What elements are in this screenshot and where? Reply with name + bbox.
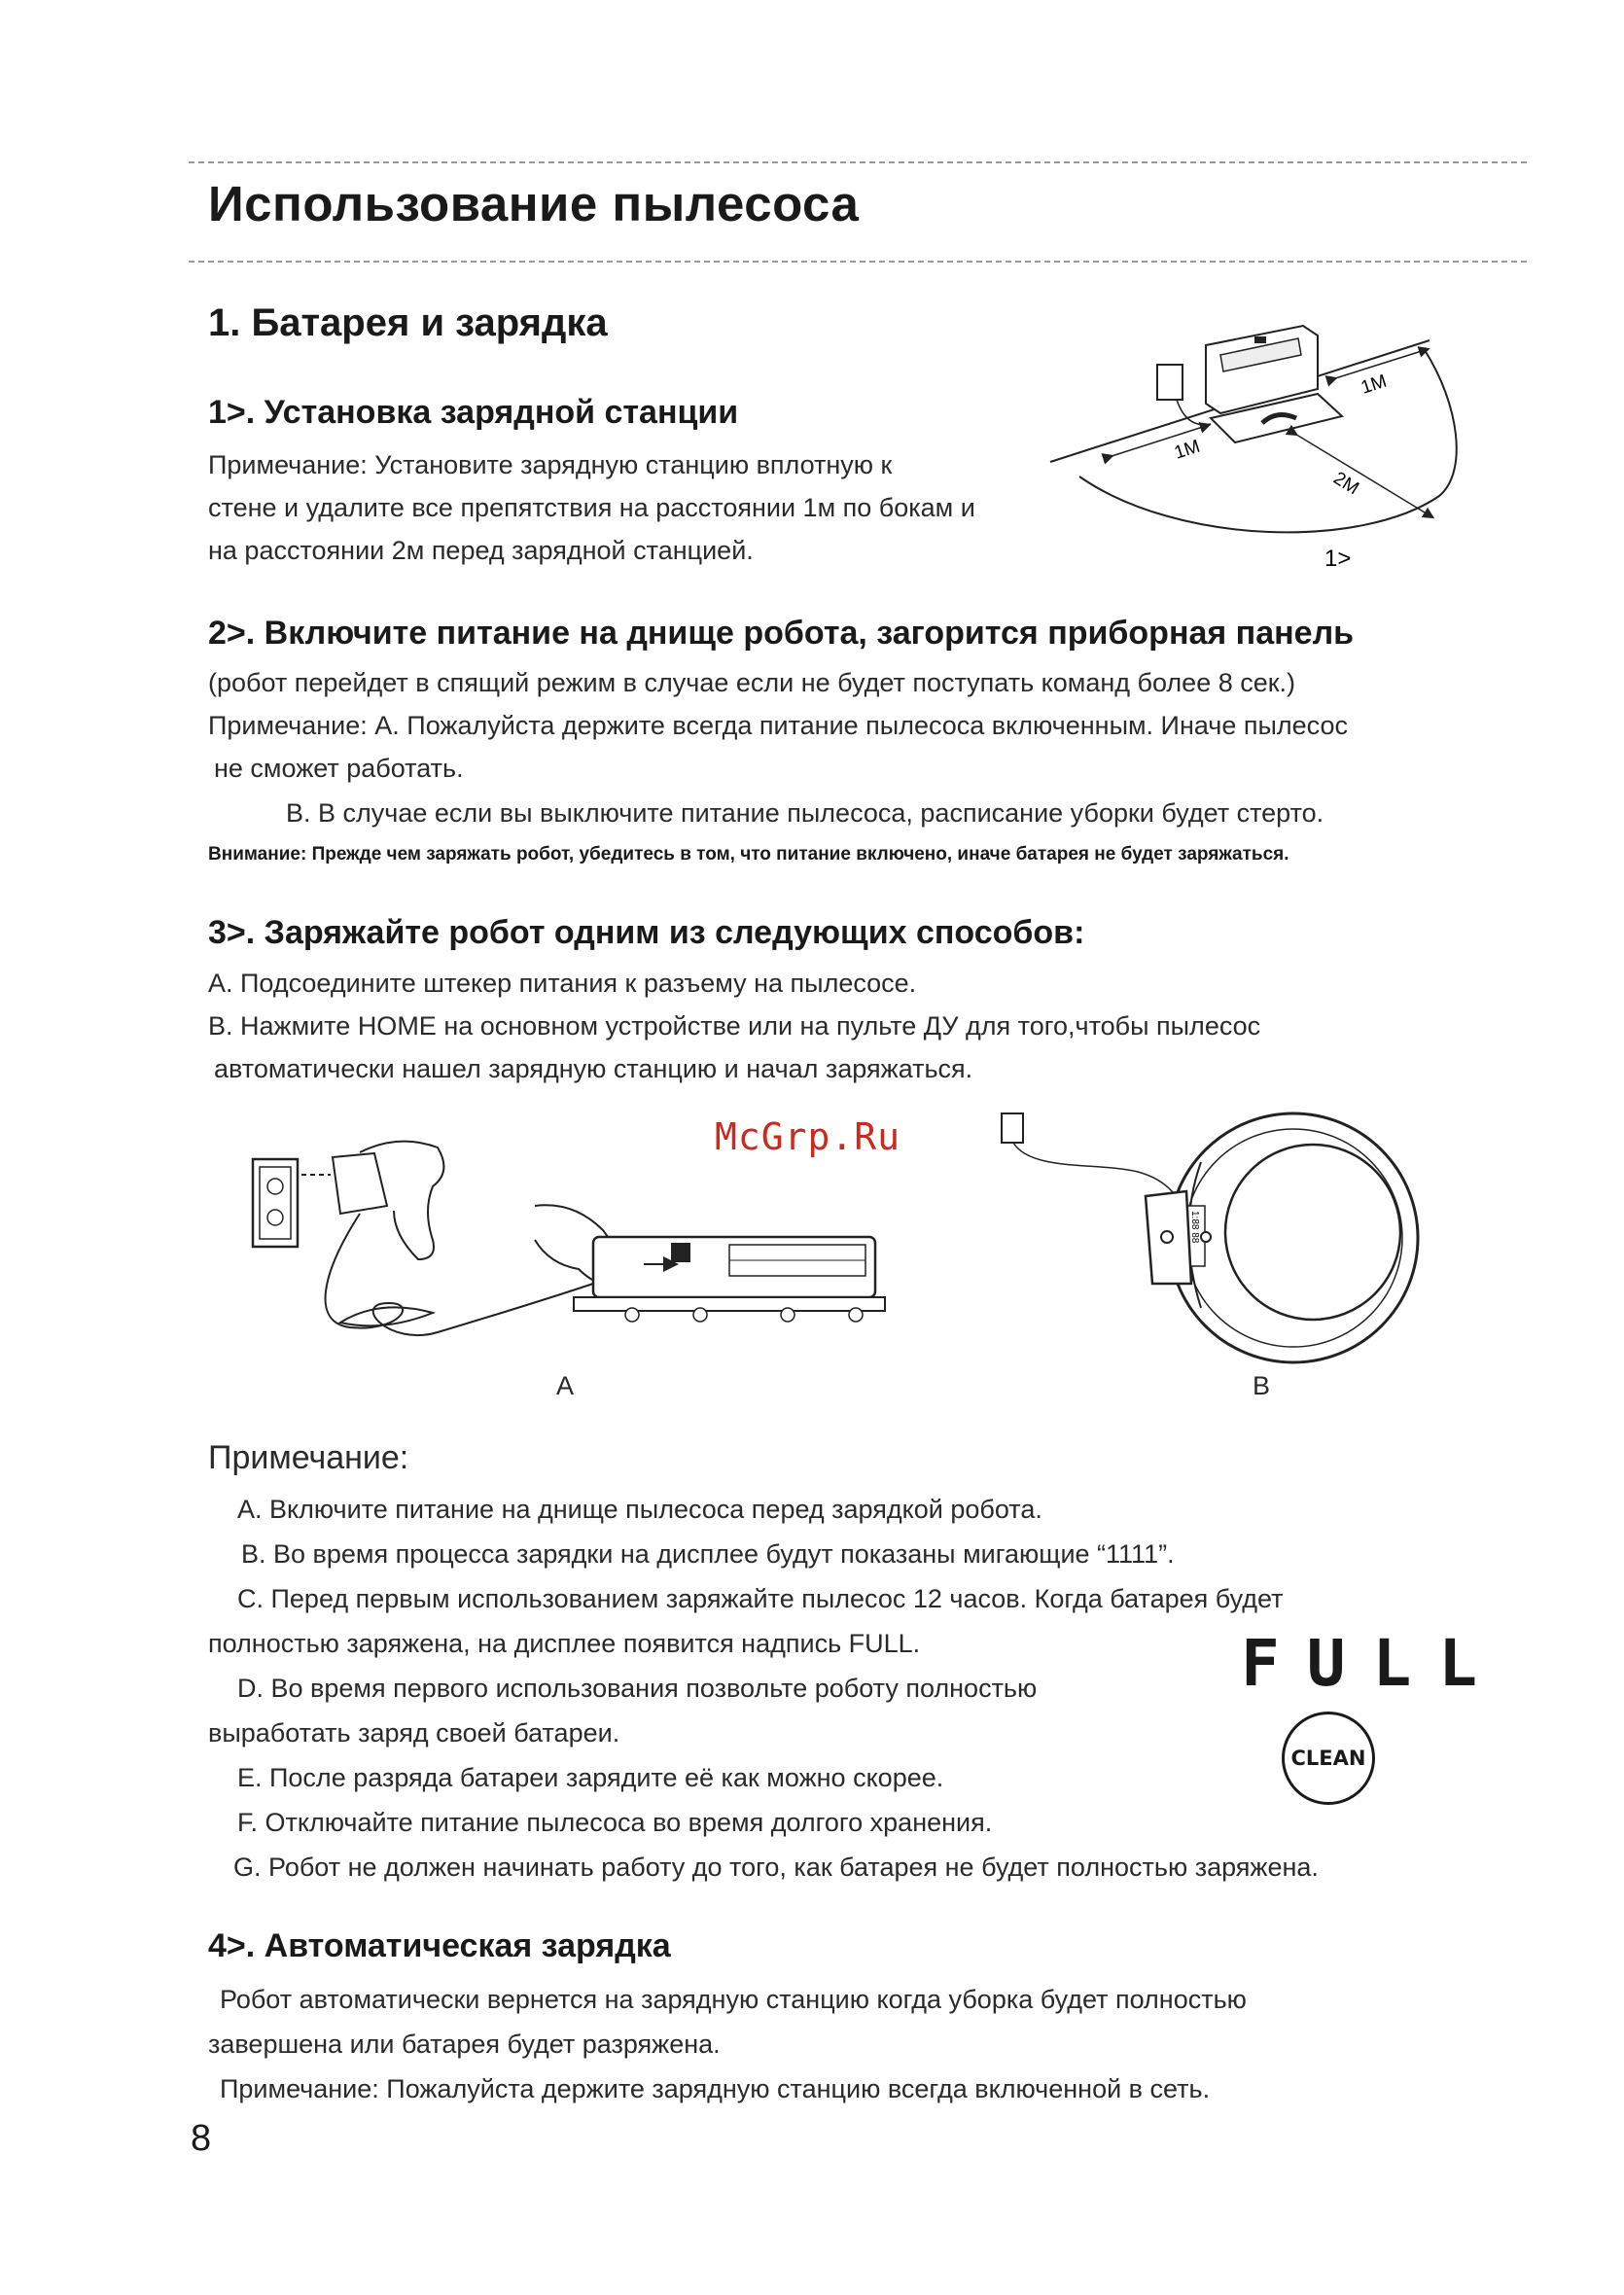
sub3-line: автоматически нашел зарядную станцию и начал заряжаться. bbox=[214, 1054, 973, 1083]
robot-inner-lid bbox=[1225, 1145, 1400, 1320]
adapter-b bbox=[1002, 1113, 1023, 1143]
label-right-1m: 1M bbox=[1359, 371, 1390, 399]
sub2-line: Примечание: A. Пожалуйста держите всегда питание пылесоса включенным. Иначе пылесос bbox=[208, 711, 1348, 740]
page-title: Использование пылесоса bbox=[208, 176, 860, 231]
sub2-line: (робот перейдет в спящий режим в случае если не будет поступать команд более 8 сек.) bbox=[208, 668, 1296, 697]
clean-button bbox=[1282, 1712, 1375, 1805]
note-item: E. После разряда батареи зарядите её как можно скорее. bbox=[237, 1763, 944, 1792]
adapter-in-hand bbox=[333, 1153, 387, 1214]
figure-b-robot-top bbox=[992, 1104, 1459, 1366]
label-left-1m: 1M bbox=[1172, 436, 1203, 464]
subsection-heading-3: 3>. Заряжайте робот одним из следующих способов: bbox=[208, 914, 1085, 951]
arrow-front-2m bbox=[1293, 433, 1430, 515]
sub4-line: Примечание: Пожалуйста держите зарядную станцию всегда включенной в сеть. bbox=[220, 2074, 1211, 2103]
socket-plate bbox=[260, 1167, 291, 1239]
sub1-line: на расстоянии 2м перед зарядной станцией. bbox=[208, 536, 754, 565]
power-cable bbox=[326, 1214, 593, 1335]
subsection-heading-4: 4>. Автоматическая зарядка bbox=[208, 1927, 671, 1964]
figure-caption-b: B bbox=[1253, 1371, 1271, 1400]
station-clearance-diagram bbox=[1041, 311, 1468, 583]
page-number: 8 bbox=[191, 2118, 212, 2159]
warning-text: Внимание: Прежде чем заряжать робот, убедитесь в том, что питание включено, иначе батарея не будет заряжаться. bbox=[208, 844, 1289, 865]
note-item: F. Отключайте питание пылесоса во время долгого хранения. bbox=[237, 1808, 993, 1837]
note-item: A. Включите питание на днище пылесоса перед зарядкой робота. bbox=[237, 1495, 1042, 1524]
robot-display-digits: 1:88 88 bbox=[1189, 1211, 1200, 1244]
sub4-line: Робот автоматически вернется на зарядную станцию когда уборка будет полностью bbox=[220, 1985, 1247, 2014]
title-rule bbox=[189, 261, 1527, 263]
note-item: полностью заряжена, на дисплее появится надпись FULL. bbox=[208, 1629, 921, 1658]
notes-heading: Примечание: bbox=[208, 1439, 409, 1476]
sub2-line: не сможет работать. bbox=[214, 754, 464, 783]
note-item: выработать заряд своей батареи. bbox=[208, 1718, 620, 1748]
full-display: FULL bbox=[1241, 1626, 1504, 1701]
note-item: G. Робот не должен начинать работу до того, как батарея не будет полностью заряжена. bbox=[233, 1853, 1319, 1882]
section-heading: 1. Батарея и зарядка bbox=[208, 301, 608, 344]
robot-base-plate bbox=[574, 1297, 885, 1311]
note-item: D. Во время первого использования позвольте роботу полностью bbox=[237, 1674, 1038, 1703]
sub1-line: Примечание: Установите зарядную станцию вплотную к bbox=[208, 450, 893, 479]
note-item: C. Перед первым использованием заряжайте пылесос 12 часов. Когда батарея будет bbox=[237, 1584, 1284, 1613]
sub4-line: завершена или батарея будет разряжена. bbox=[208, 2030, 721, 2059]
watermark: McGrp.Ru bbox=[715, 1115, 901, 1158]
sub3-line: B. Нажмите HOME на основном устройстве или на пульте ДУ для того,чтобы пылесос bbox=[208, 1011, 1261, 1041]
sub2-line: B. В случае если вы выключите питание пылесоса, расписание уборки будет стерто. bbox=[286, 798, 1324, 828]
note-item: B. Во время процесса зарядки на дисплее будут показаны мигающие “1111”. bbox=[241, 1539, 1175, 1569]
figure-a-plug-charging bbox=[243, 1138, 885, 1371]
label-front-2m: 2M bbox=[1329, 468, 1362, 500]
station-led bbox=[1254, 336, 1266, 343]
top-rule bbox=[189, 161, 1527, 163]
wall-adapter bbox=[1157, 365, 1183, 400]
subsection-heading-1: 1>. Установка зарядной станции bbox=[208, 394, 739, 431]
subsection-heading-2: 2>. Включите питание на днище робота, загорится приборная панель bbox=[208, 615, 1355, 652]
figure-caption-1: 1> bbox=[1324, 546, 1352, 572]
sub1-line: стене и удалите все препятствия на расстоянии 1м по бокам и bbox=[208, 493, 975, 522]
figure-caption-a: A bbox=[556, 1371, 575, 1400]
sub3-line: A. Подсоедините штекер питания к разъему на пылесосе. bbox=[208, 969, 917, 998]
clean-button-label: CLEAN bbox=[1290, 1747, 1366, 1770]
